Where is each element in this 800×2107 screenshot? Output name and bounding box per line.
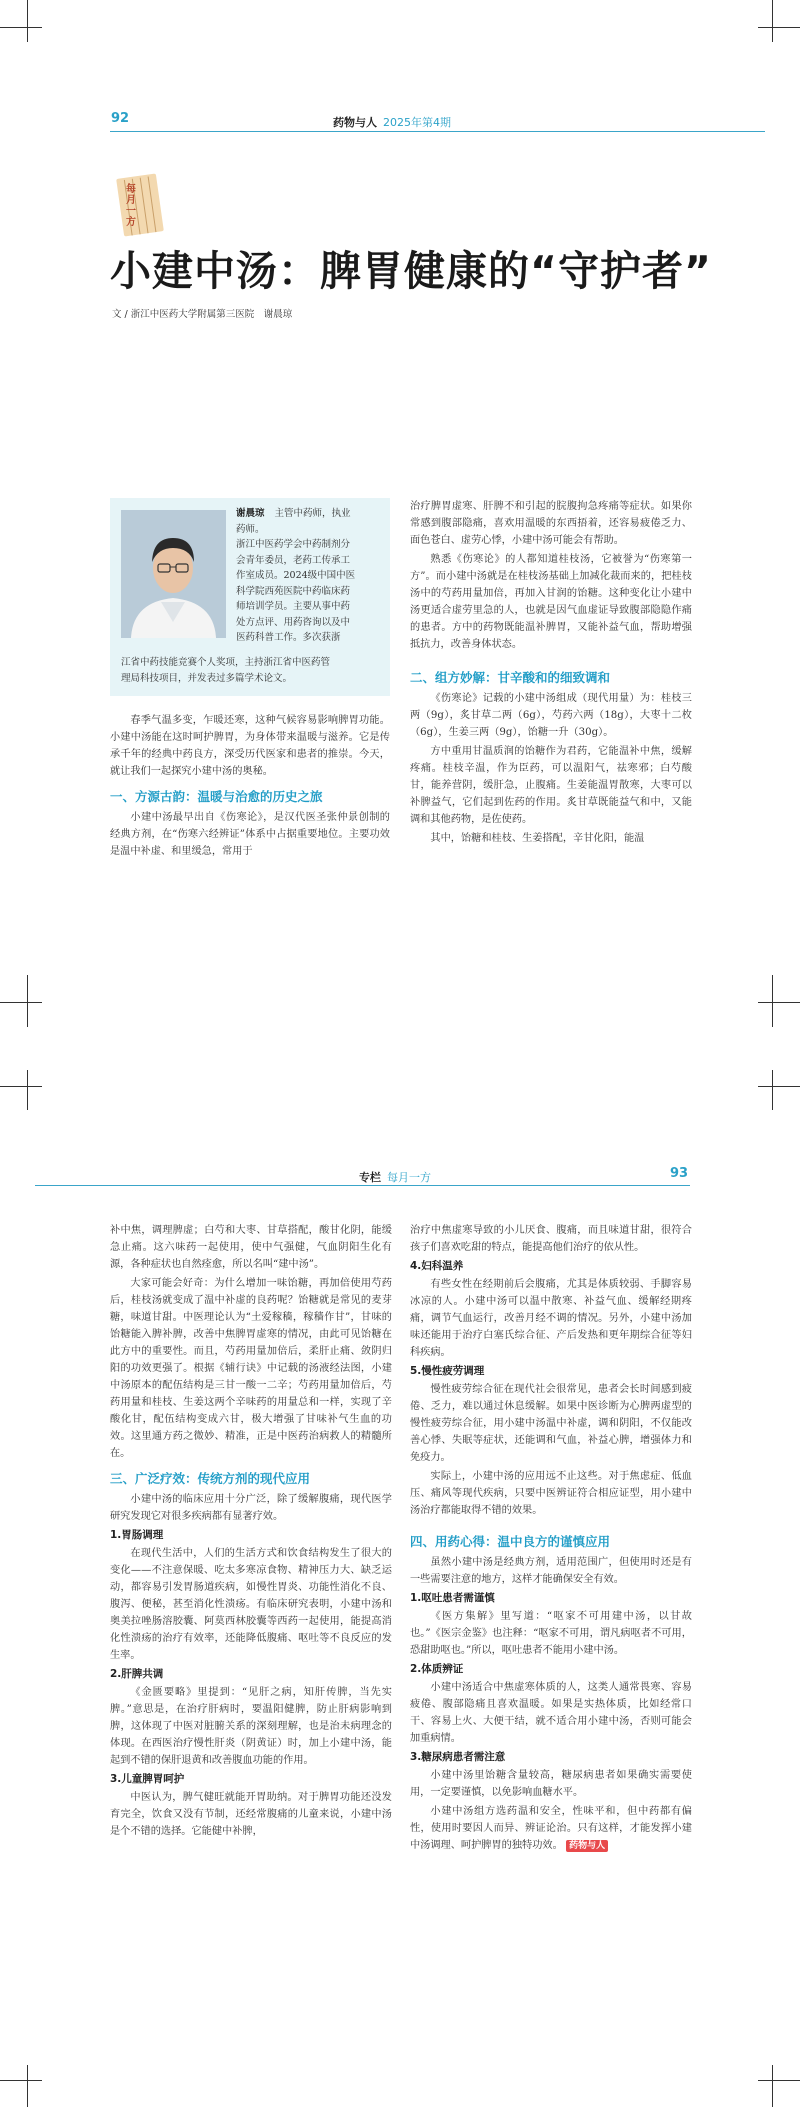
crop-mark bbox=[27, 2065, 28, 2107]
running-header-bottom bbox=[359, 1166, 431, 1185]
crop-mark bbox=[0, 27, 42, 28]
subheading: 1.胃肠调理 bbox=[110, 1529, 164, 1541]
paragraph: 小建中汤适合中焦虚寒体质的人，这类人通常畏寒、容易疲倦、腹部隐痛且喜欢温暖。如果是实热体质，比如经常口干、容易上火、大便干结，就不适合用小建中汤，否则可能会加重病情。 bbox=[410, 1682, 692, 1744]
paragraph: 补中焦，调理脾虚；白芍和大枣、甘草搭配，酸甘化阴，能缓急止痛。这六味药一起使用，使中气强健，气血阴阳生化有源，各种症状也自然痊愈，所以名叫“建中汤”。 bbox=[110, 1225, 392, 1270]
column-p93-left bbox=[110, 1222, 392, 1842]
crop-mark bbox=[0, 2080, 42, 2081]
column-p92-left bbox=[110, 712, 390, 862]
paragraph: 方中重用甘温质润的饴糖作为君药，它能温补中焦，缓解疼痛。桂枝辛温，作为臣药，可以温阳气，祛寒邪；白芍酸甘，能养营阴，缓肝急，止腹痛。生姜能温胃散寒，大枣可以补脾益气，它们起到佐药的作用。炙甘草既能益气和中，又能调和其他药物，是佐使药。 bbox=[410, 746, 692, 825]
bio-line: 科学院西苑医院中药临床药 bbox=[236, 585, 351, 597]
bio-line: 会青年委员，老药工传承工 bbox=[236, 554, 351, 566]
crop-mark bbox=[27, 0, 28, 42]
crop-mark bbox=[0, 1086, 42, 1087]
paragraph: 在现代生活中，人们的生活方式和饮食结构发生了很大的变化——不注意保暖、吃太多寒凉食物、精神压力大、缺乏运动，都容易引发胃肠道疾病，如慢性胃炎、功能性消化不良、腹泻、便秘，甚至消化性溃疡。有临床研究表明，小建中汤和奥美拉唑肠溶胶囊、阿莫西林胶囊等西药一起使用，能提高消化性溃疡的治疗有效率，还能降低腹痛、呕吐等不良反应的发生率。 bbox=[110, 1548, 392, 1661]
stamp-label: 每月一方 bbox=[126, 184, 136, 228]
paragraph: 小建中汤的临床应用十分广泛，除了缓解腹痛，现代医学研究发现它对很多疾病都有显著疗效。 bbox=[110, 1494, 392, 1522]
crop-mark bbox=[758, 2080, 800, 2081]
paragraph: 实际上，小建中汤的应用远不止这些。对于焦虑症、低血压、痛风等现代疾病，只要中医辨证符合相应证型，用小建中汤治疗都能取得不错的效果。 bbox=[410, 1471, 692, 1516]
paragraph: 《医方集解》里写道：“呕家不可用建中汤，以甘故也。”《医宗金鉴》也注释：“呕家不可用，谓凡病呕者不可用，恐甜助呕也。”所以，呕吐患者不能用小建中汤。 bbox=[410, 1611, 692, 1656]
author-photo bbox=[121, 510, 226, 638]
column-stamp-icon bbox=[112, 170, 166, 240]
subheading: 1.呕吐患者需谨慎 bbox=[410, 1592, 495, 1604]
crop-mark bbox=[0, 1002, 42, 1003]
paragraph: 其中，饴糖和桂枝、生姜搭配，辛甘化阳，能温 bbox=[430, 833, 645, 844]
paragraph: 有些女性在经期前后会腹痛，尤其是体质较弱、手脚容易冰凉的人。小建中汤可以温中散寒、补益气血、缓解经期疼痛，调节气血运行，改善月经不调的情况。另外，小建中汤加味还能用于治疗白塞氏综合征、产后发热和更年期综合征等妇科疾病。 bbox=[410, 1279, 692, 1358]
bio-line: 江省中药技能竞赛个人奖项，主持浙江省中医药管 bbox=[121, 657, 331, 668]
bio-line: 医药科普工作。多次获浙 bbox=[236, 632, 341, 643]
subheading: 2.肝脾共调 bbox=[110, 1668, 164, 1680]
crop-mark bbox=[27, 975, 28, 1027]
paragraph: 《伤寒论》记载的小建中汤组成（现代用量）为：桂枝三两（9g），炙甘草二两（6g），芍药六两（18g），大枣十二枚（6g），生姜三两（9g），饴糖一升（30g）。 bbox=[410, 693, 692, 738]
author-bio-tail bbox=[121, 655, 386, 686]
paragraph: 治疗脾胃虚寒、肝脾不和引起的脘腹拘急疼痛等症状。如果你常感到腹部隐痛，喜欢用温暖的东西捂着，还容易疲倦乏力、面色苍白、虚劳心悸，小建中汤可能会有帮助。 bbox=[410, 501, 692, 546]
paragraph: 熟悉《伤寒论》的人都知道桂枝汤，它被誉为“伤寒第一方”。而小建中汤就是在桂枝汤基础上加减化裁而来的，把桂枝汤中的芍药用量加倍，再加入甘润的饴糖。这种变化让小建中汤更适合虚劳里急的人，也就是因气血虚证导致腹部隐隐作痛的患者。方中的药物既能温补脾胃，又能补益气血，帮助增强抵抗力，改善身体状态。 bbox=[410, 554, 692, 650]
crop-mark bbox=[758, 1002, 800, 1003]
subheading: 5.慢性疲劳调理 bbox=[410, 1365, 485, 1377]
subheading: 3.糖尿病患者需注意 bbox=[410, 1751, 506, 1763]
author-name: 谢晨琼 bbox=[236, 508, 265, 519]
crop-mark bbox=[27, 1070, 28, 1110]
bio-line: 师培训学员。主要从事中药 bbox=[236, 601, 351, 612]
column-name: 每月一方 bbox=[387, 1171, 431, 1184]
section-heading: 三、广泛疗效：传统方剂的现代应用 bbox=[110, 1471, 311, 1486]
byline: 文 / 浙江中医药大学附属第三医院 谢晨琼 bbox=[112, 309, 293, 320]
section-heading: 一、方源古韵：温暖与治愈的历史之旅 bbox=[110, 789, 323, 804]
crop-mark bbox=[772, 0, 773, 42]
paragraph: 《金匮要略》里提到：“见肝之病，知肝传脾，当先实脾。”意思是，在治疗肝病时，要温阳健脾，防止肝病影响到脾，这体现了中医对脏腑关系的深刻理解，也是治未病理念的体现。在西医治疗慢性肝炎（阴黄证）时，加上小建中汤，能起到不错的保肝退黄和改善腹血功能的作用。 bbox=[110, 1687, 392, 1766]
bio-line: 理局科技项目，并发表过多篇学术论文。 bbox=[121, 672, 293, 684]
crop-mark bbox=[772, 975, 773, 1027]
page-number-top: 92 bbox=[111, 111, 130, 126]
paragraph: 小建中汤里饴糖含量较高，糖尿病患者如果确实需要使用，一定要谨慎，以免影响血糖水平。 bbox=[410, 1770, 692, 1798]
paragraph: 慢性疲劳综合征在现代社会很常见，患者会长时间感到疲倦、乏力，难以通过休息缓解。如果中医诊断为心脾两虚型的慢性疲劳综合征，用小建中汤温中补虚，调和阴阳，不仅能改善心悸、失眠等症状，还能调和气血，补益心脾，增强体力和免疫力。 bbox=[410, 1384, 692, 1463]
subheading: 3.儿童脾胃呵护 bbox=[110, 1773, 185, 1785]
section-label: 专栏 bbox=[359, 1171, 381, 1184]
bio-line: 处方点评、用药咨询以及中 bbox=[236, 616, 351, 628]
crop-mark bbox=[758, 27, 800, 28]
column-p92-right bbox=[410, 498, 692, 849]
bio-line: 主管中药师，执业 bbox=[274, 508, 351, 519]
section-heading: 二、组方妙解：甘辛酸和的细致调和 bbox=[410, 670, 611, 685]
header-rule bbox=[110, 131, 765, 132]
journal-name: 药物与人 bbox=[333, 116, 377, 129]
paragraph: 中医认为，脾气健旺就能开胃助纳。对于脾胃功能还没发育完全，饮食又没有节制，还经常腹痛的儿童来说，小建中汤是个不错的选择。它能健中补脾， bbox=[110, 1792, 392, 1837]
bio-line: 药师。 bbox=[236, 523, 265, 535]
closing-text: 小建中汤组方选药温和安全，性味平和，但中药都有偏性，使用时要因人而异、辨证论治。只有这样，才能发挥小建中汤调理、呵护脾胃的独特功效。 bbox=[410, 1806, 692, 1851]
article-title: 小建中汤：脾胃健康的“守护者” bbox=[110, 247, 712, 295]
crop-mark bbox=[772, 2065, 773, 2107]
subheading: 2.体质辨证 bbox=[410, 1663, 464, 1675]
journal-logo: 药物与人 bbox=[566, 1840, 608, 1852]
subheading: 4.妇科温养 bbox=[410, 1260, 464, 1272]
paragraph: 治疗中焦虚寒导致的小儿厌食、腹痛，而且味道甘甜，很符合孩子们喜欢吃甜的特点，能提高他们治疗的依从性。 bbox=[410, 1225, 692, 1253]
section-heading: 四、用药心得：温中良方的谨慎应用 bbox=[410, 1534, 611, 1549]
issue-label: 2025年第4期 bbox=[383, 116, 451, 129]
paragraph: 春季气温多变，乍暖还寒，这种气候容易影响脾胃功能。小建中汤能在这时呵护脾胃，为身体带来温暖与滋养。它是传承千年的经典中药良方，深受历代医家和患者的推崇。今天，就让我们一起探究小建中汤的奥秘。 bbox=[110, 715, 390, 777]
author-bio bbox=[236, 506, 386, 646]
paragraph: 小建中汤最早出自《伤寒论》，是汉代医圣张仲景创制的经典方剂，在“伤寒六经辨证”体系中占据重要地位。主要功效是温中补虚、和里缓急，常用于 bbox=[110, 812, 390, 857]
crop-mark bbox=[758, 1086, 800, 1087]
bio-line: 浙江中医药学会中药制剂分 bbox=[236, 539, 351, 550]
column-p93-right bbox=[410, 1222, 692, 1857]
paragraph: 虽然小建中汤是经典方剂，适用范围广，但使用时还是有一些需要注意的地方，这样才能确保安全有效。 bbox=[410, 1557, 692, 1585]
header-rule bbox=[35, 1185, 690, 1186]
page-number-bottom: 93 bbox=[670, 1166, 689, 1181]
paragraph: 大家可能会好奇：为什么增加一味饴糖，再加倍使用芍药后，桂枝汤就变成了温中补虚的良药呢？饴糖就是常见的麦芽糖，味道甘甜。中医理论认为“土爱稼穑，稼穑作甘”，甘味的饴糖能入脾补脾，改善中焦脾胃虚寒的情况，由此可见饴糖在此方中的重要性。而且，芍药用量加倍后，柔肝止痛、敛阴归阳的功效更强了。根据《辅行诀》中记载的汤液经法图，小建中汤原本的配伍结构是三甘一酸一二辛；芍药用量加倍后，芍药用量和桂枝、生姜这两个辛味药的用量总和一样，实现了辛酸化甘，配伍结构变成六甘，极大增强了甘味补气生血的功效。这里通方药之微妙、精准，正是中医药治病救人的精髓所在。 bbox=[110, 1278, 392, 1459]
bio-line: 作室成员。2024级中国中医 bbox=[236, 570, 356, 581]
paragraph bbox=[410, 1803, 692, 1855]
crop-mark bbox=[772, 1070, 773, 1110]
running-header bbox=[333, 111, 451, 130]
